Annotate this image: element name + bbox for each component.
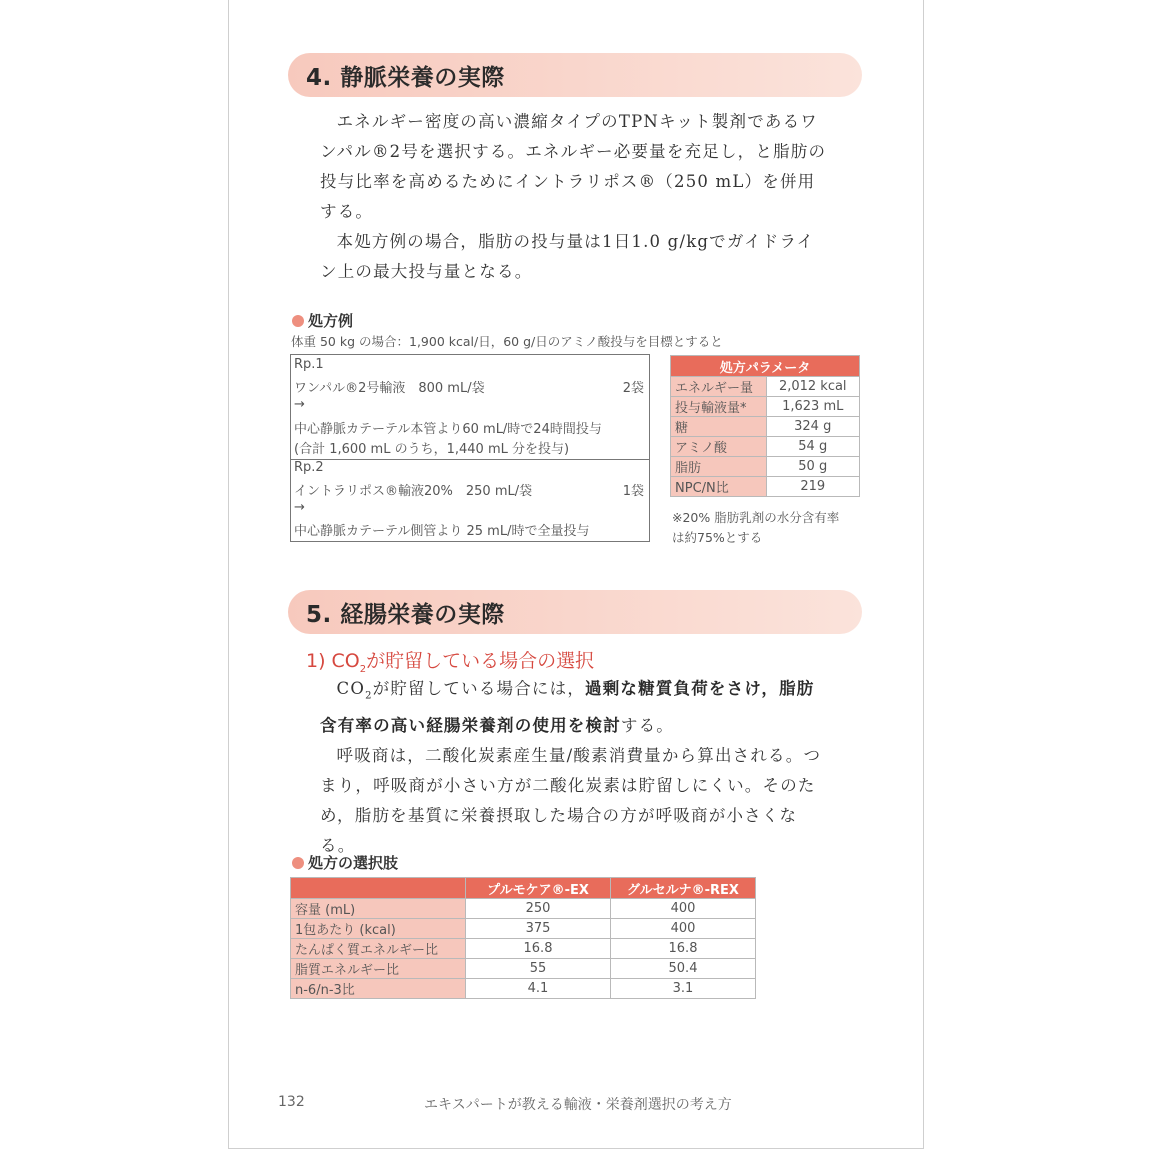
rp1-label: Rp.1 bbox=[294, 357, 324, 372]
table-row: 容量 (mL) 250 400 bbox=[291, 899, 756, 919]
table-row: 糖 324 g bbox=[671, 417, 860, 437]
params-header: 処方パラメータ bbox=[671, 356, 860, 377]
rx-condition: 体重 50 kg の場合：1,900 kcal/日，60 g/日のアミノ酸投与を目標とすると bbox=[291, 334, 723, 349]
section-4-body bbox=[320, 107, 832, 287]
rx-box bbox=[290, 354, 650, 542]
section-5-banner bbox=[288, 590, 862, 634]
section-5-title: 5. 経腸栄養の実際 bbox=[306, 602, 505, 628]
bullet-dot-icon bbox=[292, 315, 304, 327]
options-col-1: プルモケア®-EX bbox=[466, 878, 611, 899]
section-5-subheading: 1) $CO_2$が貯留している場合の選択 bbox=[306, 650, 595, 675]
running-footer-title: エキスパートが教える輸液・栄養剤選択の考え方 bbox=[424, 1097, 732, 1113]
table-row: 投与輸液量* 1,623 mL bbox=[671, 397, 860, 417]
rp1-route-1: 中心静脈カテーテル本管より60 mL/時で24時間投与 bbox=[294, 422, 602, 437]
section-4-title: 4. 静脈栄養の実際 bbox=[306, 65, 505, 91]
params-table bbox=[670, 355, 860, 497]
options-corner bbox=[291, 878, 466, 899]
rp2-label: Rp.2 bbox=[294, 460, 324, 475]
table-row: 1包あたり (kcal) 375 400 bbox=[291, 919, 756, 939]
table-row: エネルギー量 2,012 kcal bbox=[671, 377, 860, 397]
options-col-2: グルセルナ®-REX bbox=[611, 878, 756, 899]
rp1-qty: 2袋 bbox=[622, 381, 644, 396]
page-number: 132 bbox=[278, 1094, 305, 1110]
section-5-paragraph-2: 呼吸商は，二酸化炭素産生量/酸素消費量から算出される。つまり，呼吸商が小さい方が二酸化炭素は貯留しにくい。そのため，脂肪を基質に栄養摂取した場合の方が呼吸商が小さくなる。 bbox=[320, 746, 822, 856]
table-row: たんぱく質エネルギー比 16.8 16.8 bbox=[291, 939, 756, 959]
rx-heading bbox=[292, 310, 353, 331]
rx-heading-label: 処方例 bbox=[308, 312, 354, 330]
table-row: NPC/N比 219 bbox=[671, 477, 860, 497]
section-4-paragraph-1: エネルギー密度の高い濃縮タイプのTPNキット製剤であるワンパル®2号を選択する。エネルギー必要量を充足し，と脂肪の投与比率を高めるためにイントラリポス®（250 mL）を併用する。 bbox=[320, 112, 827, 221]
table-row: アミノ酸 54 g bbox=[671, 437, 860, 457]
options-heading bbox=[292, 852, 398, 873]
table-row: 脂質エネルギー比 55 50.4 bbox=[291, 959, 756, 979]
rp2-route: 中心静脈カテーテル側管より 25 mL/時で全量投与 bbox=[294, 524, 590, 539]
params-note-1: ※20% 脂肪乳剤の水分含有率 bbox=[672, 510, 840, 525]
bullet-dot-icon bbox=[292, 857, 304, 869]
rp1-route-2: (合計 1,600 mL のうち，1,440 mL 分を投与) bbox=[294, 442, 570, 457]
rp1-drug-row bbox=[294, 377, 644, 396]
section-5-body bbox=[320, 674, 832, 861]
section-4-banner bbox=[288, 53, 862, 97]
options-heading-label: 処方の選択肢 bbox=[308, 854, 399, 872]
rp2-drug-row bbox=[294, 480, 644, 499]
rp2-arrow: → bbox=[294, 500, 305, 515]
section-5-paragraph-1: $CO_2$が貯留している場合には，過剰な糖質負荷をさけ，脂肪含有率の高い経腸栄養剤の使用を検討する。 bbox=[320, 679, 815, 736]
options-table bbox=[290, 877, 756, 999]
rp1-drug: ワンパル®2号輸液 800 mL/袋 bbox=[294, 381, 485, 396]
table-row: 脂肪 50 g bbox=[671, 457, 860, 477]
rp2-drug: イントラリポス®輸液20% 250 mL/袋 bbox=[294, 484, 533, 499]
table-row: n-6/n-3比 4.1 3.1 bbox=[291, 979, 756, 999]
section-4-paragraph-2: 本処方例の場合，脂肪の投与量は1日1.0 g/kgでガイドライン上の最大投与量となる。 bbox=[320, 232, 815, 281]
rp2-qty: 1袋 bbox=[622, 484, 644, 499]
params-note-2: は約75%とする bbox=[672, 530, 763, 545]
rp1-arrow: → bbox=[294, 397, 305, 412]
